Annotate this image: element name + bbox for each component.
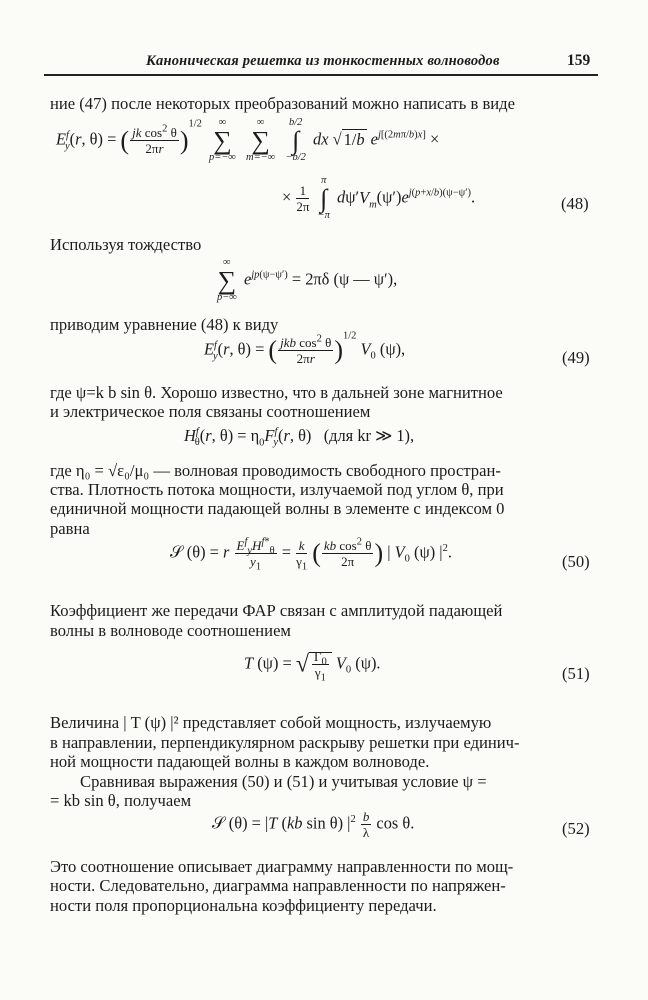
equation-49: $E^f_y(r$, θ) = ( $\frac{jkb \cos^2 \theta}{2\pi r}$ )$^{1/2}$ $V_0$ (ψ), (204, 330, 406, 366)
paragraph-line: ности. Следовательно, диаграмма направленности по напряжен- (50, 876, 506, 895)
paragraph-line: Это соотношение описывает диаграмму направленности по мощ- (50, 857, 514, 876)
equation-51: T (ψ) = √ $\frac{\Gamma_0}{\gamma_1}$ $V_0$ (ψ). (244, 649, 381, 684)
equation-50: 𝒮 (θ) = r $\frac{E^f_yH^{f*}_\theta}{y_1}$ = $\frac{k}{\gamma_1}$ ( $\frac{kb \cos^2 \theta}{2\pi}$ ) | $V_0$ (ψ) $|^2$. (170, 536, 452, 573)
paragraph-line: ние (47) после некоторых преобразований можно написать в виде (50, 94, 515, 113)
paragraph-line: в направлении, перпендикулярном раскрыву решетки при единич- (50, 733, 520, 752)
equation-identity: ∞ ∑ p−∞ $e^{jp(\psi-\psi')} = 2\pi\delta$ (ψ — ψ′), (217, 257, 398, 304)
paragraph-line: волны в волноводе соотношением (50, 621, 291, 640)
equation-number-52: (52) (562, 819, 590, 838)
paragraph-line: Сравнивая выражения (50) и (51) и учитывая условие ψ = (80, 772, 487, 791)
paragraph-line: Коэффициент же передачи ФАР связан с амплитудой падающей (50, 601, 503, 620)
far-field-condition: (для kr ≫ 1), (323, 426, 415, 445)
equation-number-50: (50) (562, 552, 590, 571)
page-number: 159 (567, 52, 591, 69)
paragraph-line: ства. Плотность потока мощности, излучаемой под углом θ, при (50, 480, 504, 499)
paragraph-line: приводим уравнение (48) к виду (50, 315, 279, 334)
equation-number-49: (49) (562, 348, 590, 367)
paragraph-line: ной мощности падающей волны в каждом волноводе. (50, 752, 430, 771)
paragraph-line: единичной мощности падающей волны в элементе с индексом 0 (50, 499, 505, 518)
paragraph-line: ности поля пропорциональна коэффициенту передачи. (50, 896, 437, 915)
equation-52: 𝒮 (θ) = |T (kb sin θ) $|^2$ $\frac{b}{\lambda}$ cos θ. (212, 809, 415, 840)
equation-48-line1: $E^f_y(r$, θ) = ( $\frac{jk \cos^2 \theta}{2\pi r}$ )$^{1/2}$ ∞ ∑ p=−∞ ∞ ∑ m=−∞ b/2 ∫ −b/2 dx √ 1/b $e^{j[(2m\pi/b)x]}$ × (56, 117, 440, 164)
equation-far-field: $H^f_\theta(r$, $\theta) = \eta_0F^f_y(r$, θ) (для kr ≫ 1), (184, 426, 415, 449)
paragraph-line: где ψ=k b sin θ. Хорошо известно, что в дальней зоне магнитное (50, 383, 503, 402)
header-rule (44, 74, 598, 76)
paragraph-line: Используя тождество (50, 235, 202, 254)
equation-number-48: (48) (561, 194, 589, 213)
equation-number-51: (51) (562, 664, 590, 683)
equation-48-line2: × $\frac{1}{2\pi}$ π ∫ −π $d\psi'V_m(\psi')e^{j(p+x/b)(\psi-\psi')}$. (282, 175, 476, 222)
paragraph-line: равна (50, 519, 90, 538)
paragraph-line: Величина | T (ψ) |² представляет собой мощность, излучаемую (50, 713, 492, 732)
paragraph-line: где η₀ = √ε₀/μ₀ — волновая проводимость свободного простран- (50, 461, 501, 480)
paragraph-line: = kb sin θ, получаем (50, 791, 192, 810)
paragraph-line: и электрическое поля связаны соотношением (50, 402, 371, 421)
running-header-title: Каноническая решетка из тонкостенных волноводов (146, 53, 500, 69)
